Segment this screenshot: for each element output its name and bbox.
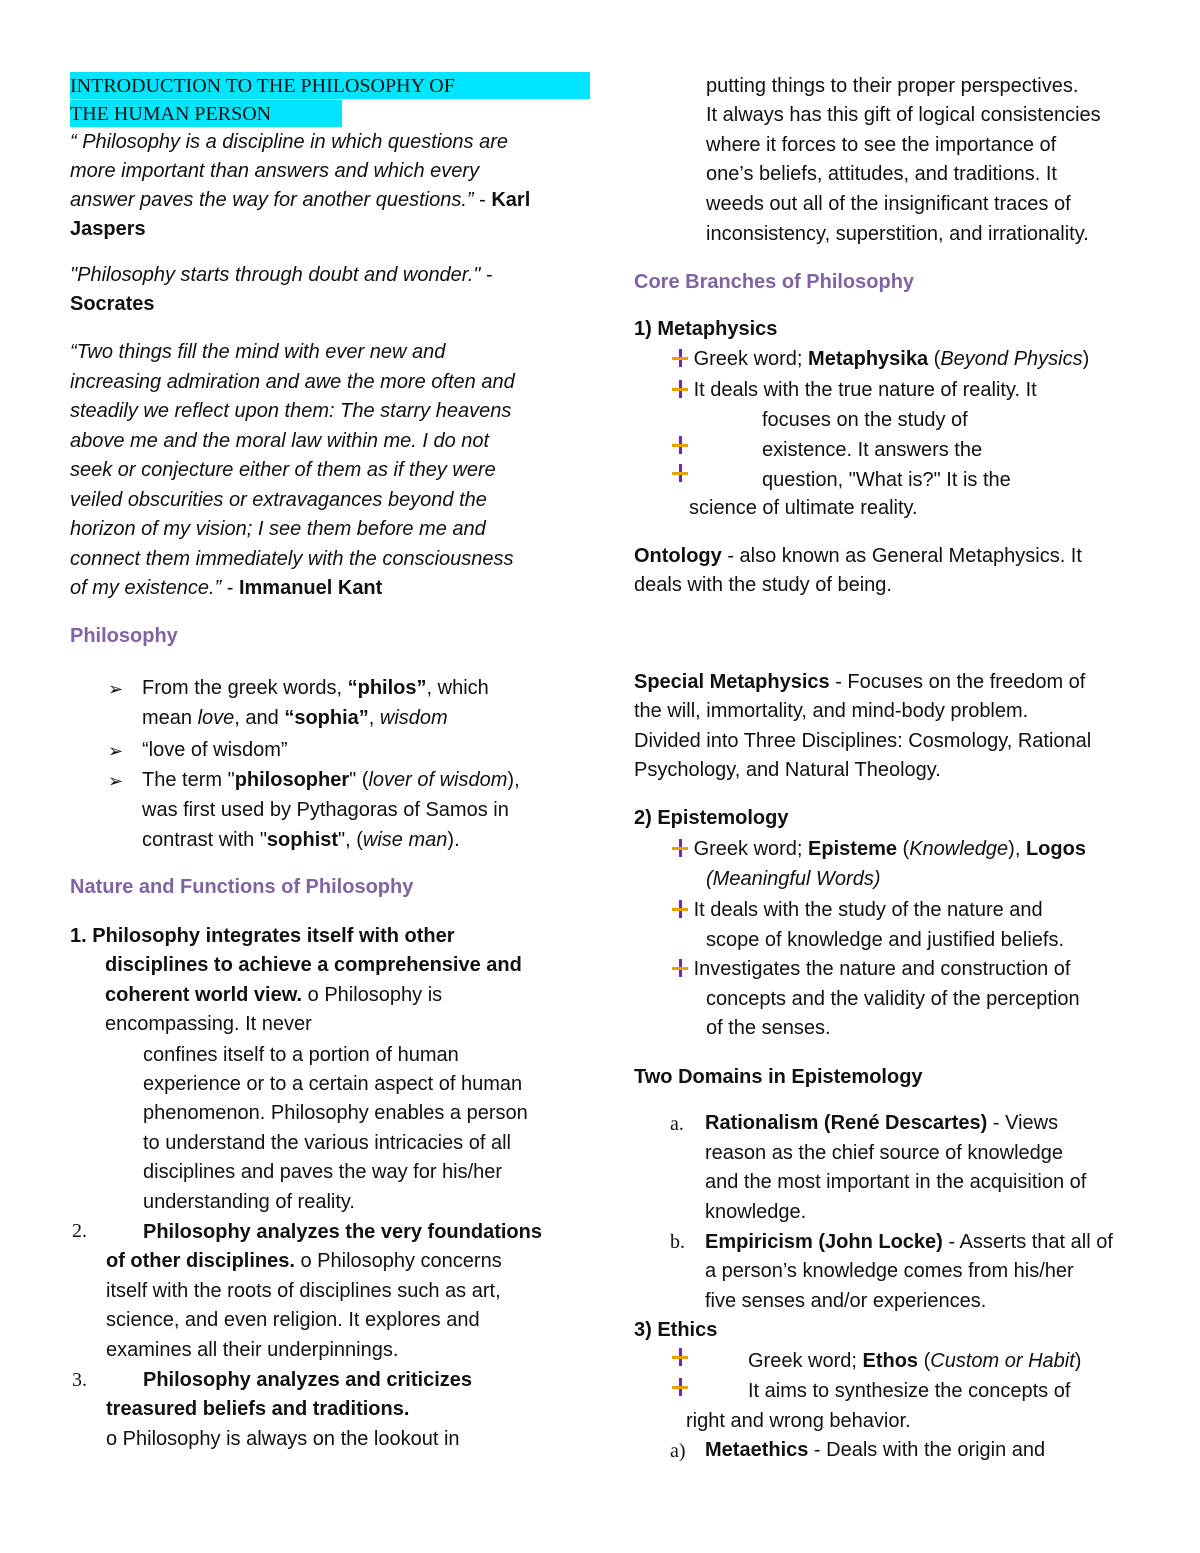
text: Greek word; (693, 838, 809, 860)
continuation-line-3: where it forces to see the importance of (706, 134, 1057, 156)
metaphysics-desc-line-4: question, "What is?" It is the (762, 469, 1011, 491)
term-metaphysika: Metaphysika (808, 348, 929, 370)
function-2-line-4: science, and even religion. It explores and (106, 1309, 480, 1331)
function-3-line-2: treasured beliefs and traditions. (106, 1398, 410, 1420)
kant-quote-line-7: horizon of my vision; I see them before me and (70, 518, 486, 540)
metaphysics-greek-line (672, 345, 1089, 375)
kant-quote-line-3: steadily we reflect upon them: The starry heavens (70, 400, 512, 422)
text: ) (1082, 348, 1090, 370)
cross-bullet-icon (672, 839, 688, 857)
metaphysics-desc-line-2: focuses on the study of (762, 409, 968, 431)
domain-a-line-1 (705, 1109, 1058, 1139)
kant-quote-line-2: increasing admiration and awe the more often and (70, 371, 515, 393)
function-1-line-5: confines itself to a portion of human (143, 1044, 459, 1066)
metaphysics-desc-line-1 (672, 376, 1037, 406)
kant-quote-line-8: connect them immediately with the consciousness (70, 548, 514, 570)
arrow-bullet-icon: ➢ (108, 771, 124, 791)
term-philosopher: philosopher (234, 769, 350, 791)
text: Investigates the nature and construction of (693, 958, 1071, 980)
text: ) (1074, 1350, 1082, 1372)
text: - also known as General Metaphysics. It (721, 545, 1082, 567)
text: ( (918, 1350, 931, 1372)
quote-dash: - (480, 264, 493, 286)
domain-a-line-2: reason as the chief source of knowledge (705, 1142, 1063, 1164)
cross-bullet-icon-a (672, 432, 688, 462)
function-1-line-8: to understand the various intricacies of all (143, 1132, 511, 1154)
epistemology-desc-2-line-3: of the senses. (706, 1017, 831, 1039)
ethics-desc-line-1: It aims to synthesize the concepts of (748, 1380, 1071, 1402)
term-empiricism: Empiricism (John Locke) (705, 1231, 943, 1253)
function-2-number: 2. (72, 1220, 87, 1242)
cross-bullet-icon (672, 380, 688, 398)
continuation-line-6: inconsistency, superstition, and irrationality. (706, 223, 1089, 245)
text: - Focuses on the freedom of (829, 671, 1086, 693)
text: The term " (142, 769, 235, 791)
text: contrast with " (142, 829, 267, 851)
text: ", ( (338, 829, 363, 851)
epistemology-desc-2-line-2: concepts and the validity of the perception (706, 988, 1080, 1010)
cross-bullet-icon (672, 436, 688, 454)
epistemology-greek-line-2: (Meaningful Words) (706, 868, 881, 890)
function-3-line-3: o Philosophy is always on the lookout in (106, 1428, 460, 1450)
function-1-line-10: understanding of reality. (143, 1191, 355, 1213)
bullet-2: “love of wisdom” (142, 739, 288, 761)
domain-a-marker: a. (670, 1113, 684, 1135)
quote-author: Immanuel Kant (238, 577, 383, 599)
text: , which (426, 677, 489, 699)
kant-quote-line-4: above me and the moral law within me. I do not (70, 430, 490, 452)
term-ethos: Ethos (862, 1350, 919, 1372)
quote-author: Karl (491, 189, 531, 211)
arrow-bullet-icon: ➢ (108, 679, 124, 699)
text: It deals with the study of the nature and (693, 899, 1043, 921)
text: mean (142, 707, 198, 729)
function-2-line-2 (106, 1247, 502, 1277)
text: It deals with the true nature of reality. It (693, 379, 1037, 401)
term-episteme: Episteme (808, 838, 897, 860)
socrates-quote (70, 261, 493, 291)
function-3-line-1: Philosophy analyzes and criticizes (143, 1369, 473, 1391)
function-3-number: 3. (72, 1369, 87, 1391)
quote-dash: - (221, 577, 239, 599)
bullet-3-line-2: was first used by Pythagoras of Samos in (142, 799, 509, 821)
term-metaethics: Metaethics (705, 1439, 809, 1461)
domain-a-line-3: and the most important in the acquisition of (705, 1171, 1087, 1193)
term-wisdom: wisdom (379, 707, 448, 729)
term-knowledge: Knowledge (909, 838, 1009, 860)
special-metaphysics-line-1 (634, 668, 1085, 698)
continuation-line-5: weeds out all of the insignificant traces of (706, 193, 1071, 215)
function-1-line-7: phenomenon. Philosophy enables a person (143, 1102, 528, 1124)
epistemology-desc-1-line-2: scope of knowledge and justified beliefs. (706, 929, 1065, 951)
text: ), (507, 769, 520, 791)
quote-text: of my existence.” (70, 577, 222, 599)
text: , and (234, 707, 285, 729)
kant-quote-line-5: seek or conjecture either of them as if they were (70, 459, 496, 481)
cross-bullet-icon-c (672, 1344, 688, 1374)
term-special-metaphysics: Special Metaphysics (634, 671, 830, 693)
text: coherent world view. (105, 984, 303, 1006)
term-rationalism: Rationalism (René Descartes) (705, 1112, 988, 1134)
text: of other disciplines. (106, 1250, 295, 1272)
bullet-3-line-3 (142, 826, 460, 856)
continuation-line-1: putting things to their proper perspectives. (706, 75, 1079, 97)
cross-bullet-icon (672, 900, 688, 918)
metaethics-line (705, 1436, 1045, 1466)
term-philos: “philos” (347, 677, 427, 699)
ethics-greek-line (748, 1347, 1081, 1377)
function-2-line-5: examines all their underpinnings. (106, 1339, 399, 1361)
cross-bullet-icon (672, 959, 688, 977)
ethics-a-marker: a) (670, 1440, 686, 1462)
text: Greek word; (748, 1350, 863, 1372)
text: - Asserts that all of (942, 1231, 1113, 1253)
doc-title-line-1: INTRODUCTION TO THE PHILOSOPHY OF (70, 75, 455, 97)
function-1-line-4: encompassing. It never (105, 1013, 312, 1035)
text: ( (928, 348, 941, 370)
jaspers-author: Jaspers (70, 218, 146, 240)
quote-text: "Philosophy starts through doubt and wonder." (70, 264, 481, 286)
text: - Deals with the origin and (808, 1439, 1046, 1461)
epistemology-title: 2) Epistemology (634, 807, 789, 829)
domains-title: Two Domains in Epistemology (634, 1066, 923, 1088)
domain-b-line-2: a person’s knowledge comes from his/her (705, 1260, 1074, 1282)
cross-bullet-icon (672, 349, 688, 367)
term-logos: Logos (1025, 838, 1086, 860)
core-branches-heading: Core Branches of Philosophy (634, 271, 915, 293)
term-custom-or-habit: Custom or Habit (930, 1350, 1075, 1372)
cross-bullet-icon (672, 1348, 688, 1366)
doc-title-line-2: THE HUMAN PERSON (70, 103, 272, 125)
term-sophist: sophist (266, 829, 339, 851)
arrow-bullet-icon: ➢ (108, 741, 124, 761)
nature-heading: Nature and Functions of Philosophy (70, 876, 414, 898)
function-2-line-1: Philosophy analyzes the very foundations (143, 1221, 542, 1243)
domain-b-line-1 (705, 1228, 1113, 1258)
special-metaphysics-line-3: Divided into Three Disciplines: Cosmology, Rational (634, 730, 1092, 752)
cross-bullet-icon (672, 1378, 688, 1396)
text: ( (896, 838, 910, 860)
text: Greek word; (693, 348, 809, 370)
ethics-desc-line-2: right and wrong behavior. (686, 1410, 911, 1432)
special-metaphysics-line-2: the will, immortality, and mind-body problem. (634, 700, 1029, 722)
term-lover-of-wisdom: lover of wisdom (368, 769, 508, 791)
ethics-title: 3) Ethics (634, 1319, 718, 1341)
text: - Views (987, 1112, 1059, 1134)
metaphysics-desc-line-3: existence. It answers the (762, 439, 983, 461)
term-wise-man: wise man (362, 829, 448, 851)
text: o Philosophy is (302, 984, 443, 1006)
jaspers-quote-line-1: “ Philosophy is a discipline in which questions are (70, 131, 509, 153)
special-metaphysics-line-4: Psychology, and Natural Theology. (634, 759, 941, 781)
continuation-line-2: It always has this gift of logical consistencies (706, 104, 1101, 126)
bullet-3-line-1 (142, 766, 520, 796)
quote-text: answer paves the way for another questions.” (70, 189, 474, 211)
function-1-line-6: experience or to a certain aspect of human (143, 1073, 523, 1095)
term-love: love (197, 707, 235, 729)
text: ), (1008, 838, 1026, 860)
function-1-line-9: disciplines and paves the way for his/her (143, 1161, 503, 1183)
kant-quote-line-6: veiled obscurities or extravagances beyond the (70, 489, 487, 511)
bullet-1-line-1 (142, 674, 489, 704)
metaphysics-desc-line-5: science of ultimate reality. (689, 497, 918, 519)
domain-b-line-3: five senses and/or experiences. (705, 1290, 987, 1312)
ontology-line-1 (634, 542, 1082, 572)
jaspers-quote-line-2: more important than answers and which every (70, 160, 480, 182)
socrates-author: Socrates (70, 293, 155, 315)
cross-bullet-icon-d (672, 1374, 688, 1404)
domain-a-line-4: knowledge. (705, 1201, 807, 1223)
metaphysics-title: 1) Metaphysics (634, 318, 778, 340)
bullet-1-line-2 (142, 704, 448, 734)
text: ). (447, 829, 460, 851)
cross-bullet-icon (672, 464, 688, 482)
kant-quote-line-9 (70, 574, 382, 604)
text: , (368, 707, 380, 729)
quote-dash: - (473, 189, 492, 211)
term-ontology: Ontology (634, 545, 722, 567)
domain-b-marker: b. (670, 1231, 685, 1253)
term-sophia: “sophia” (284, 707, 369, 729)
text: From the greek words, (142, 677, 348, 699)
function-1-line-3 (105, 981, 442, 1011)
epistemology-desc-2 (672, 955, 1070, 985)
philosophy-heading: Philosophy (70, 625, 178, 647)
epistemology-greek-line (672, 835, 1086, 865)
jaspers-quote-line-3 (70, 186, 530, 216)
cross-bullet-icon-b (672, 460, 688, 490)
continuation-line-4: one’s beliefs, attitudes, and traditions. It (706, 163, 1057, 185)
text: " ( (349, 769, 369, 791)
function-1-line-2: disciplines to achieve a comprehensive and (105, 954, 522, 976)
kant-quote-line-1: “Two things fill the mind with ever new and (70, 341, 446, 363)
ontology-line-2: deals with the study of being. (634, 574, 892, 596)
function-1-line-1: 1. Philosophy integrates itself with other (70, 925, 455, 947)
text: o Philosophy concerns (294, 1250, 502, 1272)
term-beyond-physics: Beyond Physics (940, 348, 1083, 370)
function-2-line-3: itself with the roots of disciplines such as art, (106, 1280, 501, 1302)
epistemology-desc-1 (672, 896, 1043, 926)
